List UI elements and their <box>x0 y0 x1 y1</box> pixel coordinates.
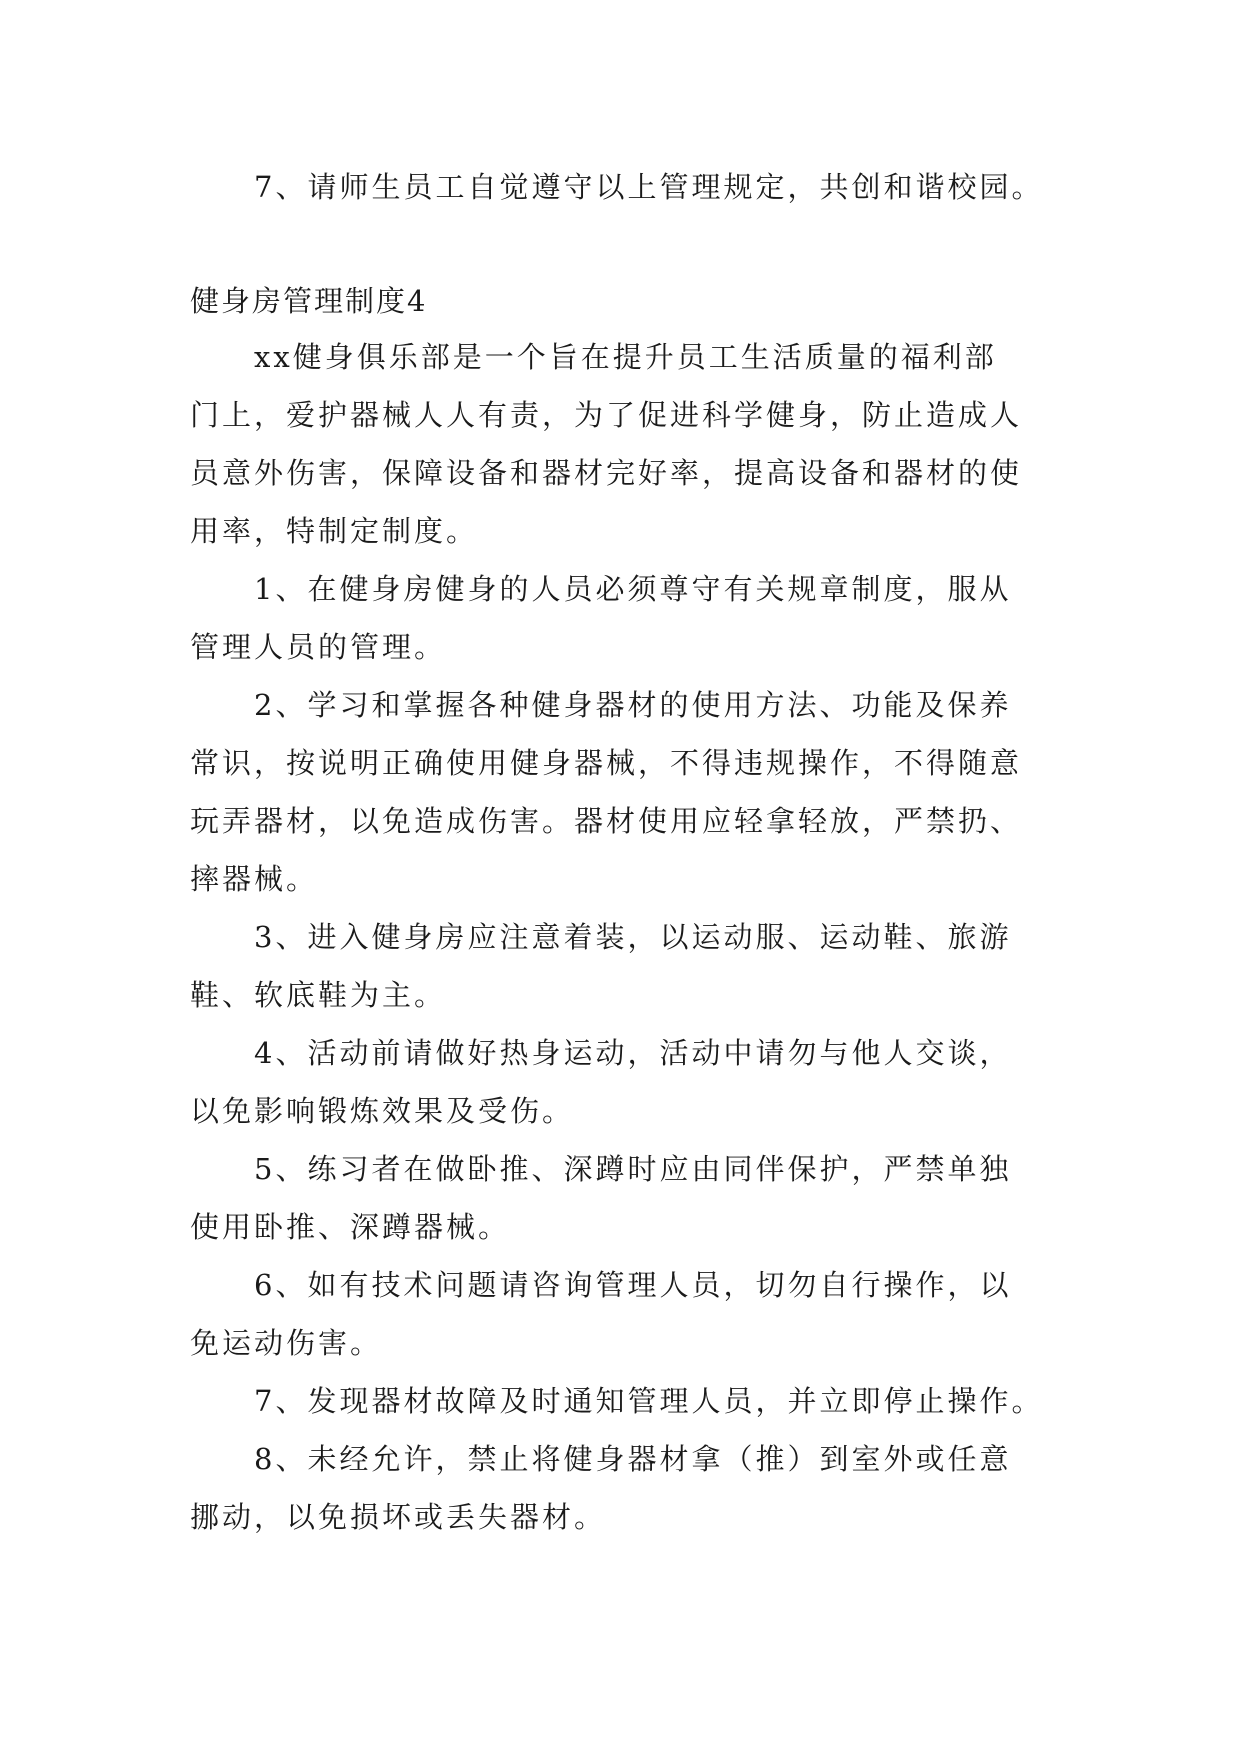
paragraph-line: 7、发现器材故障及时通知管理人员，并立即停止操作。 <box>254 1384 1044 1418</box>
paragraph-line: 4、活动前请做好热身运动，活动中请勿与他人交谈， <box>254 1036 1012 1070</box>
paragraph-line: 2、学习和掌握各种健身器材的使用方法、功能及保养 <box>254 688 1012 722</box>
paragraph-line: 用率，特制定制度。 <box>190 514 479 548</box>
previous-section-last-item <box>190 158 1056 216</box>
paragraph-line: 玩弄器材，以免造成伤害。器材使用应轻拿轻放，严禁扔、 <box>190 804 1023 838</box>
paragraph-line: 3、进入健身房应注意着装，以运动服、运动鞋、旅游 <box>254 920 1012 954</box>
paragraph-line: 摔器械。 <box>190 862 319 896</box>
paragraph-line: 5、练习者在做卧推、深蹲时应由同伴保护，严禁单独 <box>254 1152 1012 1186</box>
paragraph-line: 鞋、软底鞋为主。 <box>190 978 447 1012</box>
paragraph-line: 常识，按说明正确使用健身器械，不得违规操作，不得随意 <box>190 746 1023 780</box>
paragraph-line: 以免影响锻炼效果及受伤。 <box>190 1094 575 1128</box>
paragraph-line: 挪动，以免损坏或丢失器材。 <box>190 1500 607 1534</box>
section-body <box>190 328 1056 1546</box>
paragraph-line: 6、如有技术问题请咨询管理人员，切勿自行操作，以 <box>254 1268 1012 1302</box>
paragraph-line: 管理人员的管理。 <box>190 630 447 664</box>
paragraph-line: 8、未经允许，禁止将健身器材拿（推）到室外或任意 <box>254 1442 1012 1476</box>
paragraph-line: 使用卧推、深蹲器械。 <box>190 1210 511 1244</box>
paragraph-line: 员意外伤害，保障设备和器材完好率，提高设备和器材的使 <box>190 456 1023 490</box>
paragraph-line: xx健身俱乐部是一个旨在提升员工生活质量的福利部 <box>254 340 997 374</box>
paragraph-line: 1、在健身房健身的人员必须尊守有关规章制度，服从 <box>254 572 1012 606</box>
paragraph-line: 门上，爱护器械人人有责，为了促进科学健身，防止造成人 <box>190 398 1023 432</box>
paragraph-line: 免运动伤害。 <box>190 1326 383 1360</box>
section-title: 健身房管理制度4 <box>190 284 428 318</box>
paragraph-line: 7、请师生员工自觉遵守以上管理规定，共创和谐校园。 <box>254 170 1044 204</box>
